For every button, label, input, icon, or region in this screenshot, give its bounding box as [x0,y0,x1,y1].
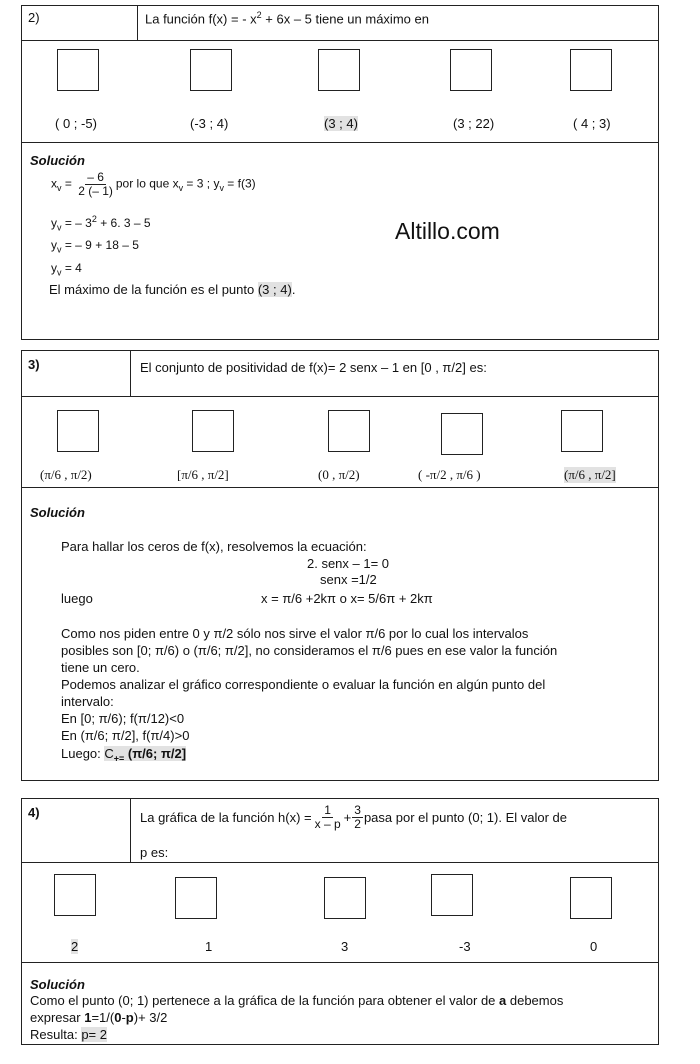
q3-p2: posibles son [0; π/6) o (π/6; π/2], no consideramos el π/6 pues en ese valor la función [61,643,558,658]
q3-p5: intervalo: [61,694,114,709]
q3-p6: En [0; π/6); f(π/12)<0 [61,711,185,726]
q4-option-checkbox-2[interactable] [175,877,217,919]
q3-p1: Como nos piden entre 0 y π/2 sólo nos sirve el valor π/6 por lo cual los intervalos [61,626,529,641]
q2-yv-line-3: $y_v = 4$ [51,261,82,278]
q4-option-checkbox-1[interactable] [54,874,96,916]
q3-option-label-2: [π/6 , π/2] [177,467,229,482]
q4-option-checkbox-4[interactable] [431,874,473,916]
q3-prompt: El conjunto de positividad de f(x)= 2 senx – 1 en [0 , π/2] es: [140,360,487,375]
q3-number: 3) [28,357,40,372]
q3-eq-2: senx =1/2 [320,572,377,587]
q2-option-label-5: ( 4 ; 3) [573,116,611,131]
q3-p7: En (π/6; π/2], f(π/4)>0 [61,728,190,743]
q3-solution-title: Solución [30,505,85,520]
q2-option-checkbox-5[interactable] [570,49,612,91]
q3-option-checkbox-3[interactable] [328,410,370,452]
q2-option-label-4: (3 ; 22) [453,116,495,131]
q4-number: 4) [28,805,40,820]
q4-option-label-1-correct: 2 [71,939,79,954]
q3-line-1: Para hallar los ceros de f(x), resolvemos la ecuación: [61,539,367,554]
q2-option-checkbox-2[interactable] [190,49,232,91]
q4-option-checkbox-5[interactable] [570,877,612,919]
q3-p3: tiene un cero. [61,660,140,675]
watermark: Altillo.com [395,218,500,244]
q4-solution-line-3: Resulta: p= 2 [30,1027,107,1042]
q3-option-checkbox-5[interactable] [561,410,603,452]
q2-number: 2) [28,10,40,25]
q2-option-label-2: (-3 ; 4) [190,116,229,131]
q3-eq-3: x = π/6 +2kπ o x= 5/6π + 2kπ [261,591,433,606]
q3-eq-1: 2. senx – 1= 0 [307,556,390,571]
q3-option-label-5-correct: (π/6 , π/2] [564,467,616,482]
q4-solution-line-2: expresar 1=1/(0-p)+ 3/2 [30,1010,168,1025]
q3-option-checkbox-2[interactable] [192,410,234,452]
q4-option-label-5: 0 [590,939,598,954]
q2-conclusion: El máximo de la función es el punto (3 ; 4). [49,282,296,297]
q2-option-checkbox-1[interactable] [57,49,99,91]
q4-option-label-4: -3 [459,939,471,954]
q3-option-label-4: ( -π/2 , π/6 ) [418,467,481,482]
q4-option-label-3: 3 [341,939,349,954]
q4-solution-line-1: Como el punto (0; 1) pertenece a la gráfica de la función para obtener el valor de a debemos [30,993,564,1008]
q3-option-checkbox-4[interactable] [441,413,483,455]
q3-luego: luego [61,591,93,606]
q3-p4: Podemos analizar el gráfico correspondiente o evaluar la función en algún punto del [61,677,546,692]
q4-prompt: La gráfica de la función h(x) = $\frac{1}{x - p}$ + $\frac{3}{2}$ pasa por el punto (0; 1). El valor de [140,803,567,831]
q4-solution-title: Solución [30,977,85,992]
q2-yv-line-2: $y_v$ = – 9 + 18 – 5 [51,238,139,255]
q4-prompt-line-2: p es: [140,845,169,860]
q4-option-label-2: 1 [205,939,213,954]
q2-prompt: La función f(x) = - $x^2 + 6x - 5$ tiene un máximo en [145,10,429,27]
q3-p8: Luego: $C_{+=}$ (π/6; π/2] [61,746,187,764]
q4-option-checkbox-3[interactable] [324,877,366,919]
q2-solution-title: Solución [30,153,85,168]
q2-option-label-3-correct: (3 ; 4) [324,116,358,131]
q2-xv-line: $x_v$ = $\frac{- 6}{2 (- 1)}$ por lo que $x_v = 3$ ; $y_v = f(3)$ [51,170,256,198]
q3-option-label-1: (π/6 , π/2) [40,467,92,482]
q2-option-checkbox-3[interactable] [318,49,360,91]
q2-option-label-1: ( 0 ; -5) [55,116,97,131]
q2-yv-line-1: $y_v$ = – $3^2 + 6$. 3 – 5 [51,214,151,233]
q3-option-label-3: (0 , π/2) [318,467,360,482]
q3-option-checkbox-1[interactable] [57,410,99,452]
q2-option-checkbox-4[interactable] [450,49,492,91]
